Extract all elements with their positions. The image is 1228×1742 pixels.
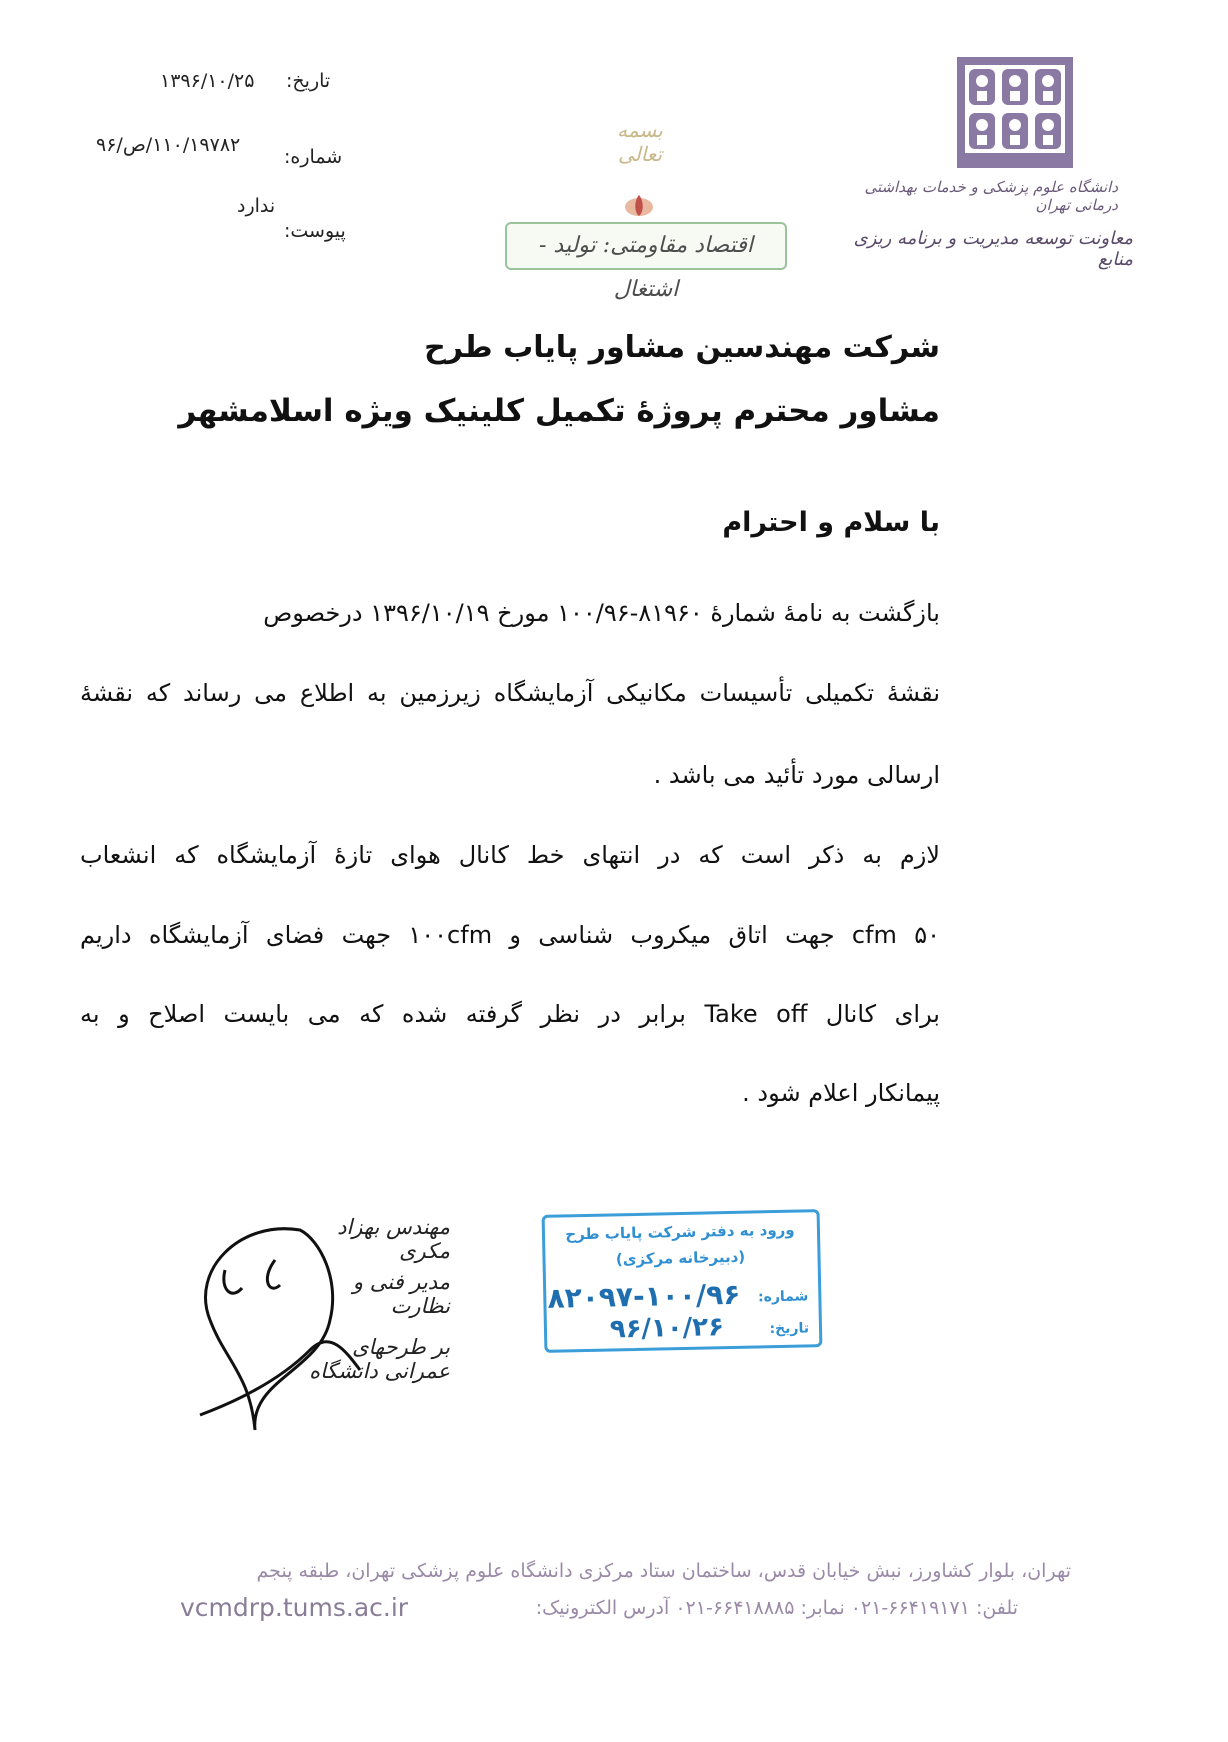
footer-address: تهران، بلوار کشاورز، نبش خیابان قدس، ساختمان ستاد مرکزی دانشگاه علوم پزشکی تهران، طبقه پنجم (256, 1560, 1071, 1582)
signatory-name: مهندس بهزاد مکری (337, 1215, 450, 1263)
body-line: نقشهٔ تکمیلی تأسیسات مکانیکی آزمایشگاه زیرزمین به اطلاع می رساند که نقشهٔ (80, 679, 940, 707)
greeting: با سلام و احترام (722, 507, 940, 538)
stamp-subtitle: (دبیرخانه مرکزی) (615, 1247, 746, 1269)
department-name: معاونت توسعه مدیریت و برنامه ریزی منابع (853, 228, 1133, 270)
body-line: پیمانکار اعلام شود . (742, 1079, 940, 1107)
stamp-date-label: تاریخ: (769, 1320, 810, 1338)
body-line: ۵۰ cfm جهت اتاق میکروب شناسی و ۱۰۰cfm جهت فضای آزمایشگاه داریم (80, 921, 940, 949)
attachment-value: ندارد (237, 195, 276, 217)
university-logo-icon (955, 55, 1075, 170)
university-name: دانشگاه علوم پزشکی و خدمات بهداشتی درمانی تهران (864, 178, 1118, 214)
signatory-role: بر طرحهای عمرانی دانشگاه (309, 1335, 450, 1383)
national-emblem-icon (622, 192, 656, 218)
stamp-number-label: شماره: (757, 1288, 809, 1306)
basmala-heading: بسمه تعالی (617, 118, 663, 166)
letter-number-value: ۱۱۰/۱۹۷۸۲/ص/۹۶ (96, 134, 241, 156)
date-label: تاریخ: (286, 70, 331, 92)
attachment-label: پیوست: (284, 220, 346, 242)
signatory-role: مدیر فنی و نظارت (352, 1270, 450, 1318)
receipt-stamp (542, 1209, 823, 1353)
letter-number-label: شماره: (284, 146, 343, 168)
stamp-title: ورود به دفتر شرکت پایاب طرح (565, 1220, 795, 1244)
body-line: ارسالی مورد تأئید می باشد . (653, 761, 940, 789)
footer-website-link[interactable]: vcmdrp.tums.ac.ir (180, 1593, 409, 1622)
body-line: برای کانال Take off برابر در نظر گرفته شده که می بایست اصلاح و به (80, 1000, 940, 1028)
addressee-title: مشاور محترم پروژهٔ تکمیل کلینیک ویژه اسلامشهر (178, 393, 940, 429)
addressee-company: شرکت مهندسین مشاور پایاب طرح (424, 330, 940, 365)
stamp-date-value: ۹۶/۱۰/۲۶ (609, 1312, 725, 1345)
footer-contact: تلفن: ۶۶۴۱۹۱۷۱-۰۲۱ نمابر: ۶۶۴۱۸۸۸۵-۰۲۱ آدرس الکترونیک: (535, 1597, 1018, 1619)
stamp-number-value: ۸۲۰۹۷-۱۰۰/۹۶ (547, 1277, 741, 1315)
slogan-banner: اقتصاد مقاومتی: تولید - اشتغال (505, 222, 787, 270)
date-value: ۱۳۹۶/۱۰/۲۵ (160, 70, 255, 92)
body-line: بازگشت به نامهٔ شمارهٔ ۸۱۹۶۰-۱۰۰/۹۶ مورخ ۱۳۹۶/۱۰/۱۹ درخصوص (263, 599, 940, 627)
body-line: لازم به ذکر است که در انتهای خط کانال هوای تازهٔ آزمایشگاه که انشعاب (80, 841, 940, 869)
